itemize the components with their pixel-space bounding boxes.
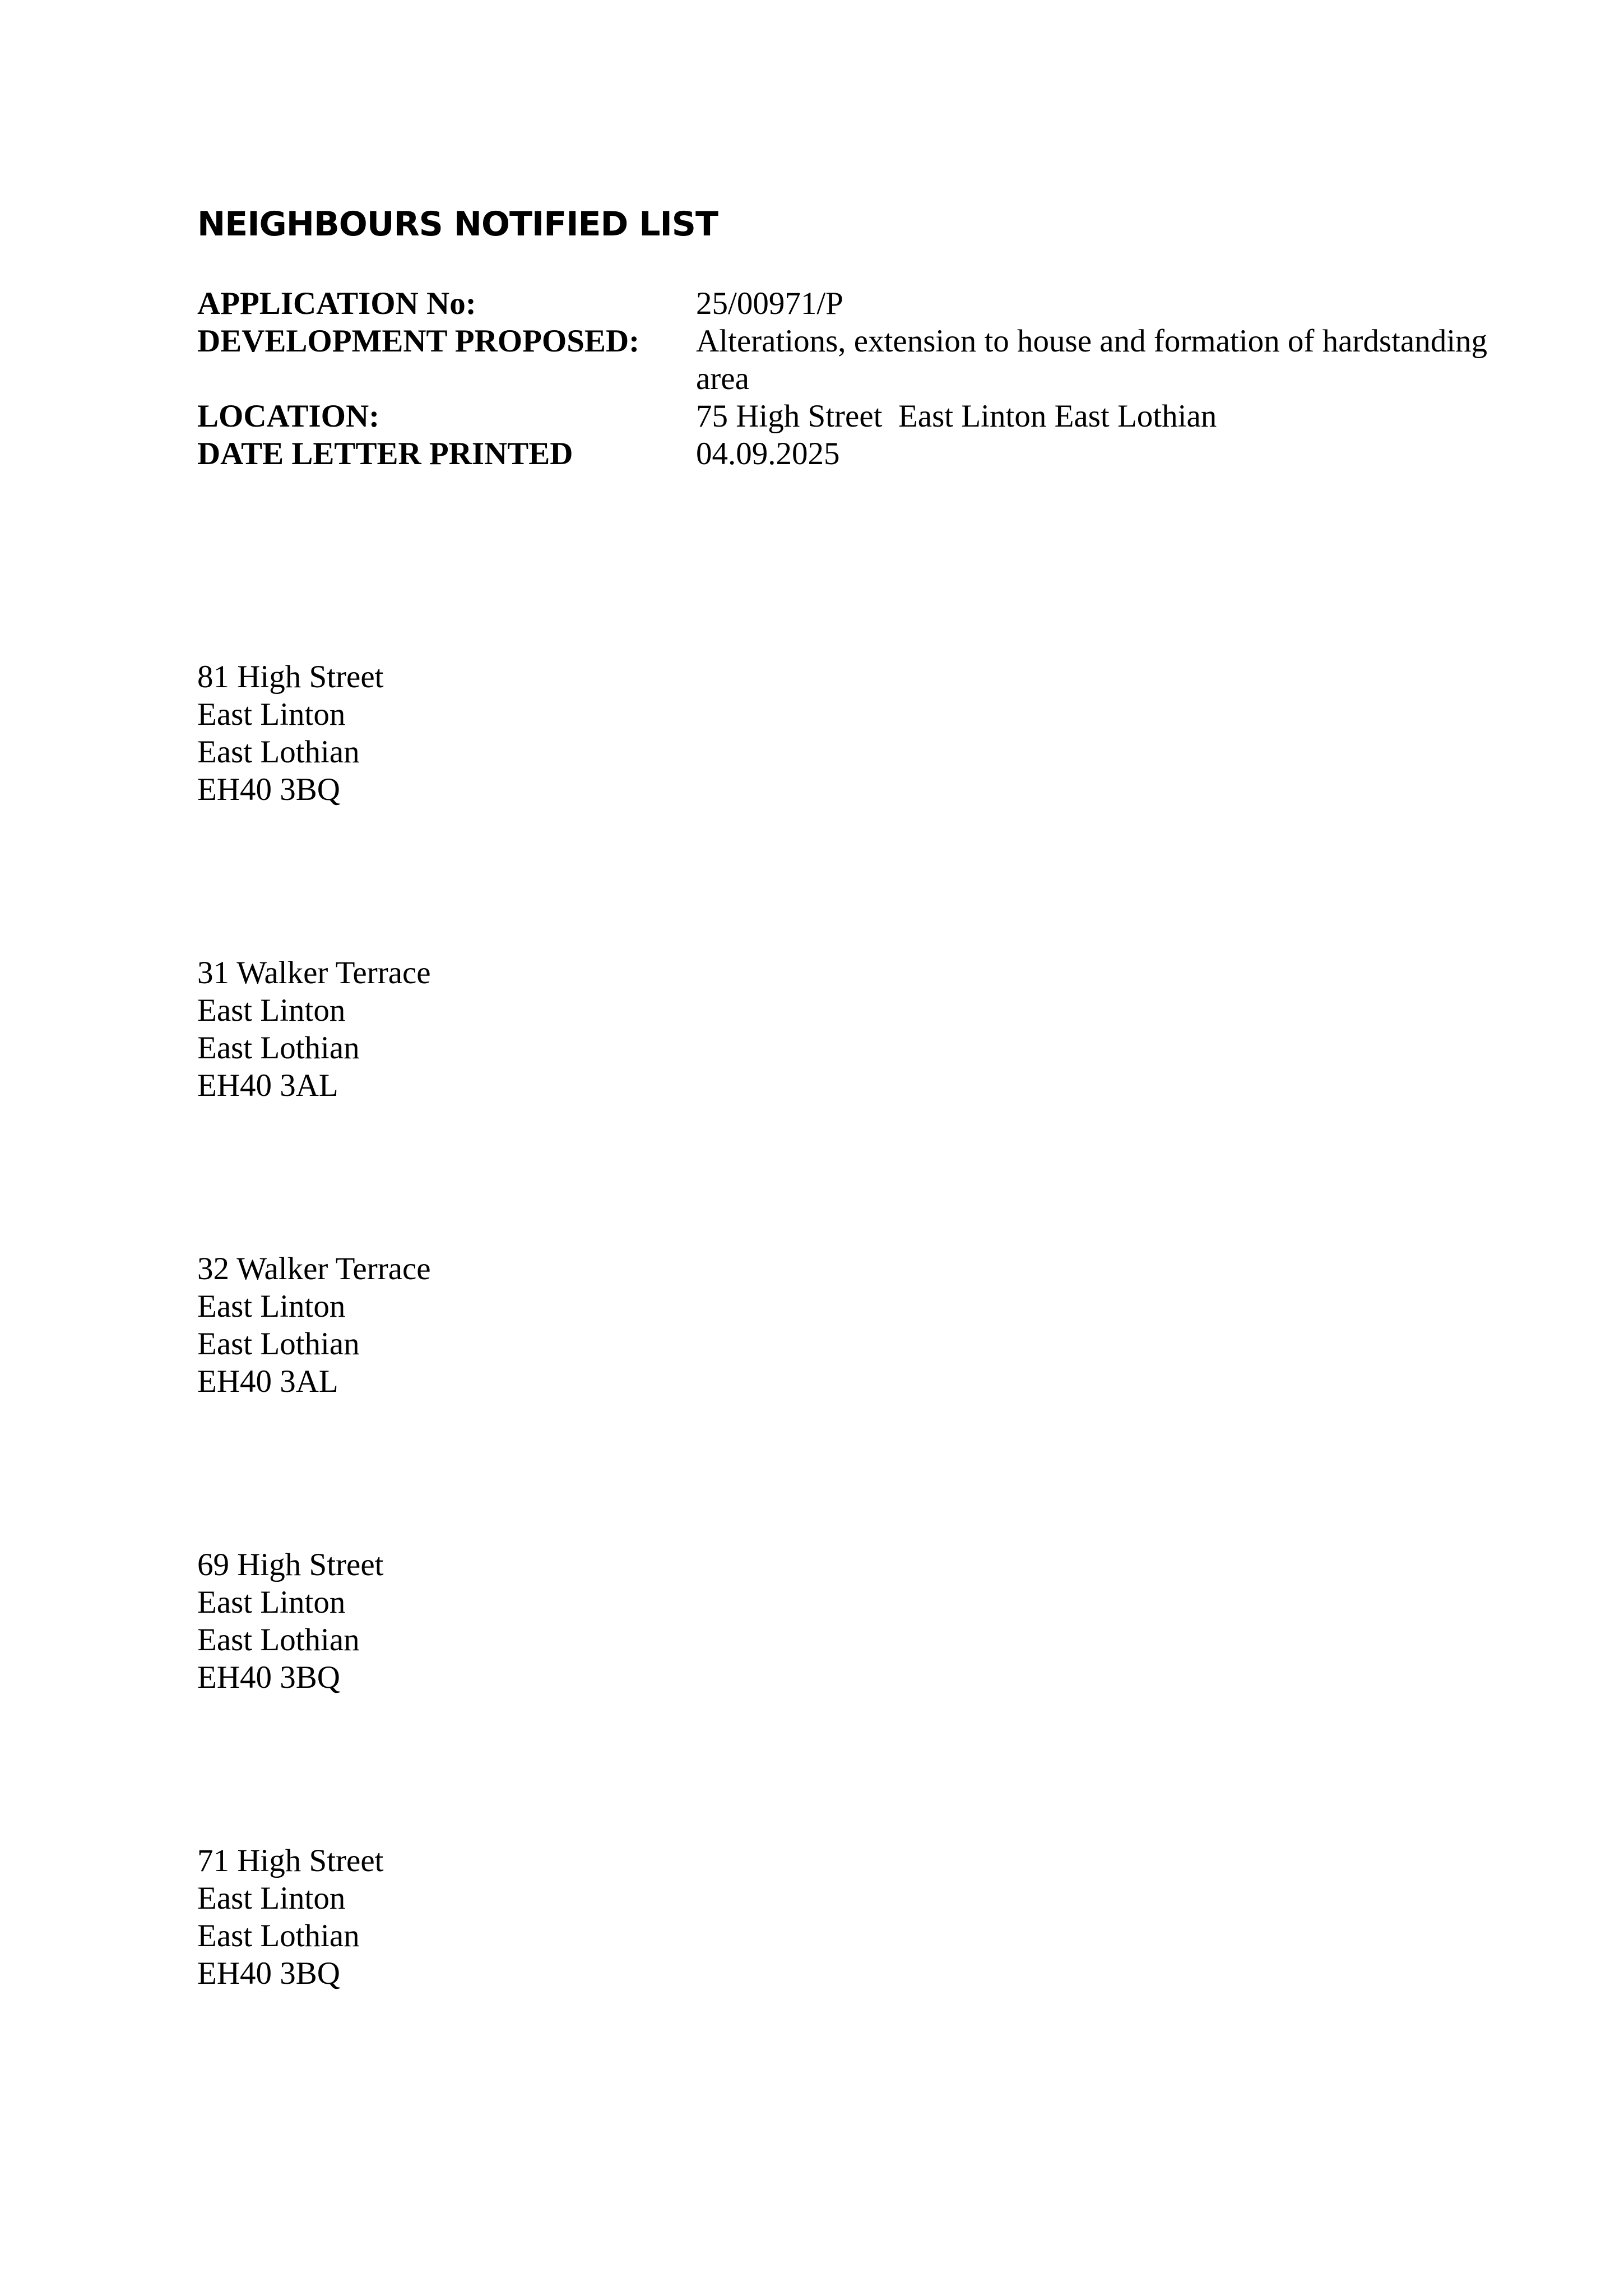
address-block — [197, 658, 383, 808]
address-street: 81 High Street — [197, 659, 384, 695]
detail-row-location — [197, 397, 1514, 435]
detail-label: DATE LETTER PRINTED — [197, 436, 573, 471]
address-region: East Lothian — [197, 1030, 360, 1066]
address-street: 31 Walker Terrace — [197, 955, 431, 990]
application-number-value: 25/00971/P — [696, 286, 843, 321]
address-postcode: EH40 3AL — [197, 1364, 338, 1399]
address-town: East Linton — [197, 993, 346, 1028]
address-region: East Lothian — [197, 1326, 360, 1362]
development-proposed-value: Alterations, extension to house and formation of hardstanding area — [696, 323, 1496, 396]
address-town: East Linton — [197, 1585, 346, 1620]
detail-row-date-letter-printed — [197, 435, 1514, 473]
date-letter-printed-value: 04.09.2025 — [696, 436, 840, 471]
detail-label: APPLICATION No: — [197, 286, 476, 321]
address-block — [197, 954, 431, 1104]
address-street: 32 Walker Terrace — [197, 1251, 431, 1286]
address-region: East Lothian — [197, 1622, 360, 1658]
address-postcode: EH40 3BQ — [197, 1660, 340, 1695]
address-street: 71 High Street — [197, 1843, 384, 1878]
address-town: East Linton — [197, 697, 346, 732]
detail-label: LOCATION: — [197, 399, 380, 434]
address-postcode: EH40 3BQ — [197, 1956, 340, 1991]
address-postcode: EH40 3AL — [197, 1068, 338, 1103]
detail-row-development-proposed — [197, 322, 1514, 397]
address-block — [197, 1546, 383, 1696]
page-title: NEIGHBOURS NOTIFIED LIST — [197, 205, 718, 244]
address-region: East Lothian — [197, 734, 360, 770]
address-block — [197, 1842, 383, 1992]
location-value: 75 High Street East Linton East Lothian — [696, 399, 1217, 434]
address-block — [197, 1250, 431, 1400]
detail-label: DEVELOPMENT PROPOSED: — [197, 323, 640, 359]
address-town: East Linton — [197, 1881, 346, 1916]
address-postcode: EH40 3BQ — [197, 772, 340, 807]
address-town: East Linton — [197, 1289, 346, 1324]
address-region: East Lothian — [197, 1918, 360, 1954]
application-details — [197, 285, 1514, 473]
address-street: 69 High Street — [197, 1547, 384, 1582]
detail-row-application-number — [197, 285, 1514, 322]
